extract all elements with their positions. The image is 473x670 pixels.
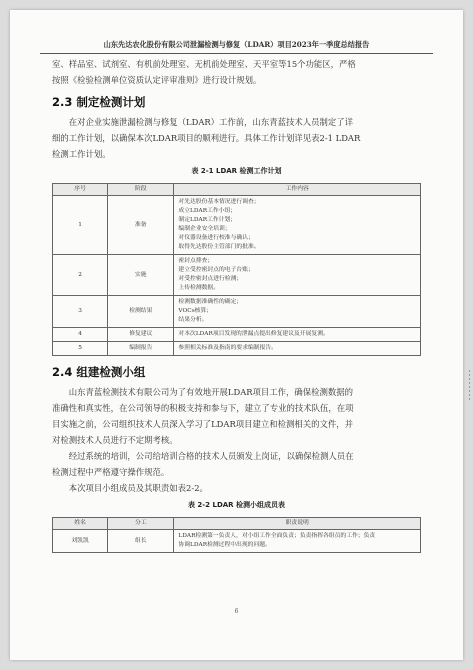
table-header-row [53,184,421,196]
section-2-4-para1-line-2: 准确性和真实性，在公司领导的积极支持和参与下，建立了专业的技术队伍，在项 [52,403,354,413]
content-line: 取得先达股份主管部门的批准。 [178,244,260,250]
row-no: 3 [53,296,108,328]
row-no: 2 [53,255,108,296]
section-2-4-para1-line-1: 山东青蓝检测技术有限公司为了有效地开展LDAR项目工作，确保检测数据的 [68,387,354,397]
col-header-no: 序号 [53,184,108,196]
section-2-4-para1-line-3: 目实施之前，公司组织技术人员深入学习了LDAR项目建立和检测相关的文件，并 [52,419,354,429]
row-content [174,296,421,328]
table-2-2-caption: 表 2-2 LDAR 检测小组成员表 [187,501,286,509]
table-row [53,328,421,342]
content-line: VOCs核算； [178,308,213,314]
table-row [53,342,421,356]
table-header-row [53,518,421,530]
document-page [10,10,463,660]
section-2-4-para2-line-1: 经过系统的培训，公司给培训合格的技术人员颁发上岗证，以确保检测人员在 [68,451,354,461]
table-2-2 [52,517,421,553]
content-line: 上传检测数据。 [178,285,220,291]
table-2-1-caption: 表 2-1 LDAR 检测工作计划 [191,167,282,175]
content-line: 编制企业安全培训； [178,226,231,232]
row-stage: 准备 [108,196,174,255]
section-2-4-para1-line-4: 对检测技术人员进行不定期考核。 [52,435,178,445]
row-content [174,255,421,296]
content-line: 密封点排查； [178,258,214,264]
intro-line-2: 按照《检验检测单位资质认定评审准则》进行设计规划。 [52,75,262,85]
member-role: 组长 [108,530,174,553]
section-2-3-para-line-2: 细的工作计划，以确保本次LDAR项目的顺利进行。具体工作计划详见表2-1 LDAR [52,133,361,143]
running-header: 山东先达农化股份有限公司泄漏检测与修复（LDAR）项目2023年一季度总结报告 [40,40,433,54]
table-row [53,296,421,328]
duty-line: 协调LDAR检测过程中出现的问题。 [178,542,271,548]
section-2-4-para3: 本次项目小组成员及其职责如表2-2。 [68,483,208,493]
duty-line: LDAR检测第一负责人，对小组工作全面负责；负责指挥各组员的工作；负责 [178,533,376,539]
row-stage: 检测结果 [108,296,174,328]
col-header-name: 姓名 [53,518,108,530]
member-duty [174,530,421,553]
row-content [174,342,421,356]
section-2-4-heading: 2.4 组建检测小组 [52,365,146,379]
table-row [53,196,421,255]
section-2-4-para2-line-2: 检测过程中严格遵守操作规范。 [52,467,170,477]
content-line: 对仪器设备进行校准与确认； [178,235,254,241]
row-stage: 编制报告 [108,342,174,356]
row-stage: 修复建议 [108,328,174,342]
row-stage: 实施 [108,255,174,296]
content-line: 制定LDAR工作计划； [178,217,237,223]
content-line: 对受控密封点进行检测； [178,276,243,282]
table-row [53,530,421,553]
content-line: 结果分析。 [178,317,208,323]
content-line: 对先达股份基本情况进行调查； [178,199,260,205]
row-no: 1 [53,196,108,255]
col-header-content: 工作内容 [174,184,421,196]
content-line: 检测数据准确性的确定； [178,299,243,305]
scan-edge-mark [469,370,470,400]
col-header-duty: 职责说明 [174,518,421,530]
page-number: 6 [234,608,239,615]
row-content [174,196,421,255]
row-no: 4 [53,328,108,342]
content-line: 建立受控密封点的电子台账； [178,267,254,273]
section-2-3-para-line-3: 检测工作计划。 [52,149,111,159]
table-2-1 [52,183,421,356]
row-content [174,328,421,342]
page-content [52,56,421,553]
content-line: 对本次LDAR项目发现的泄漏点提出修复建议及开展复测。 [178,331,329,337]
content-line: 成立LDAR工作小组； [178,208,237,214]
section-2-3-para-line-1: 在对企业实施泄漏检测与修复（LDAR）工作前，山东青蓝技术人员制定了详 [68,117,354,127]
row-no: 5 [53,342,108,356]
section-2-3-heading: 2.3 制定检测计划 [52,95,146,109]
table-row [53,255,421,296]
member-name: 刘凯凯 [53,530,108,553]
col-header-stage: 阶段 [108,184,174,196]
col-header-role: 分工 [108,518,174,530]
intro-line-1: 室、样品室、试剂室、有机前处理室、无机前处理室、天平室等15个功能区，严格 [52,59,356,69]
content-line: 参照相关标准及指南的要求编制报告。 [178,345,277,351]
